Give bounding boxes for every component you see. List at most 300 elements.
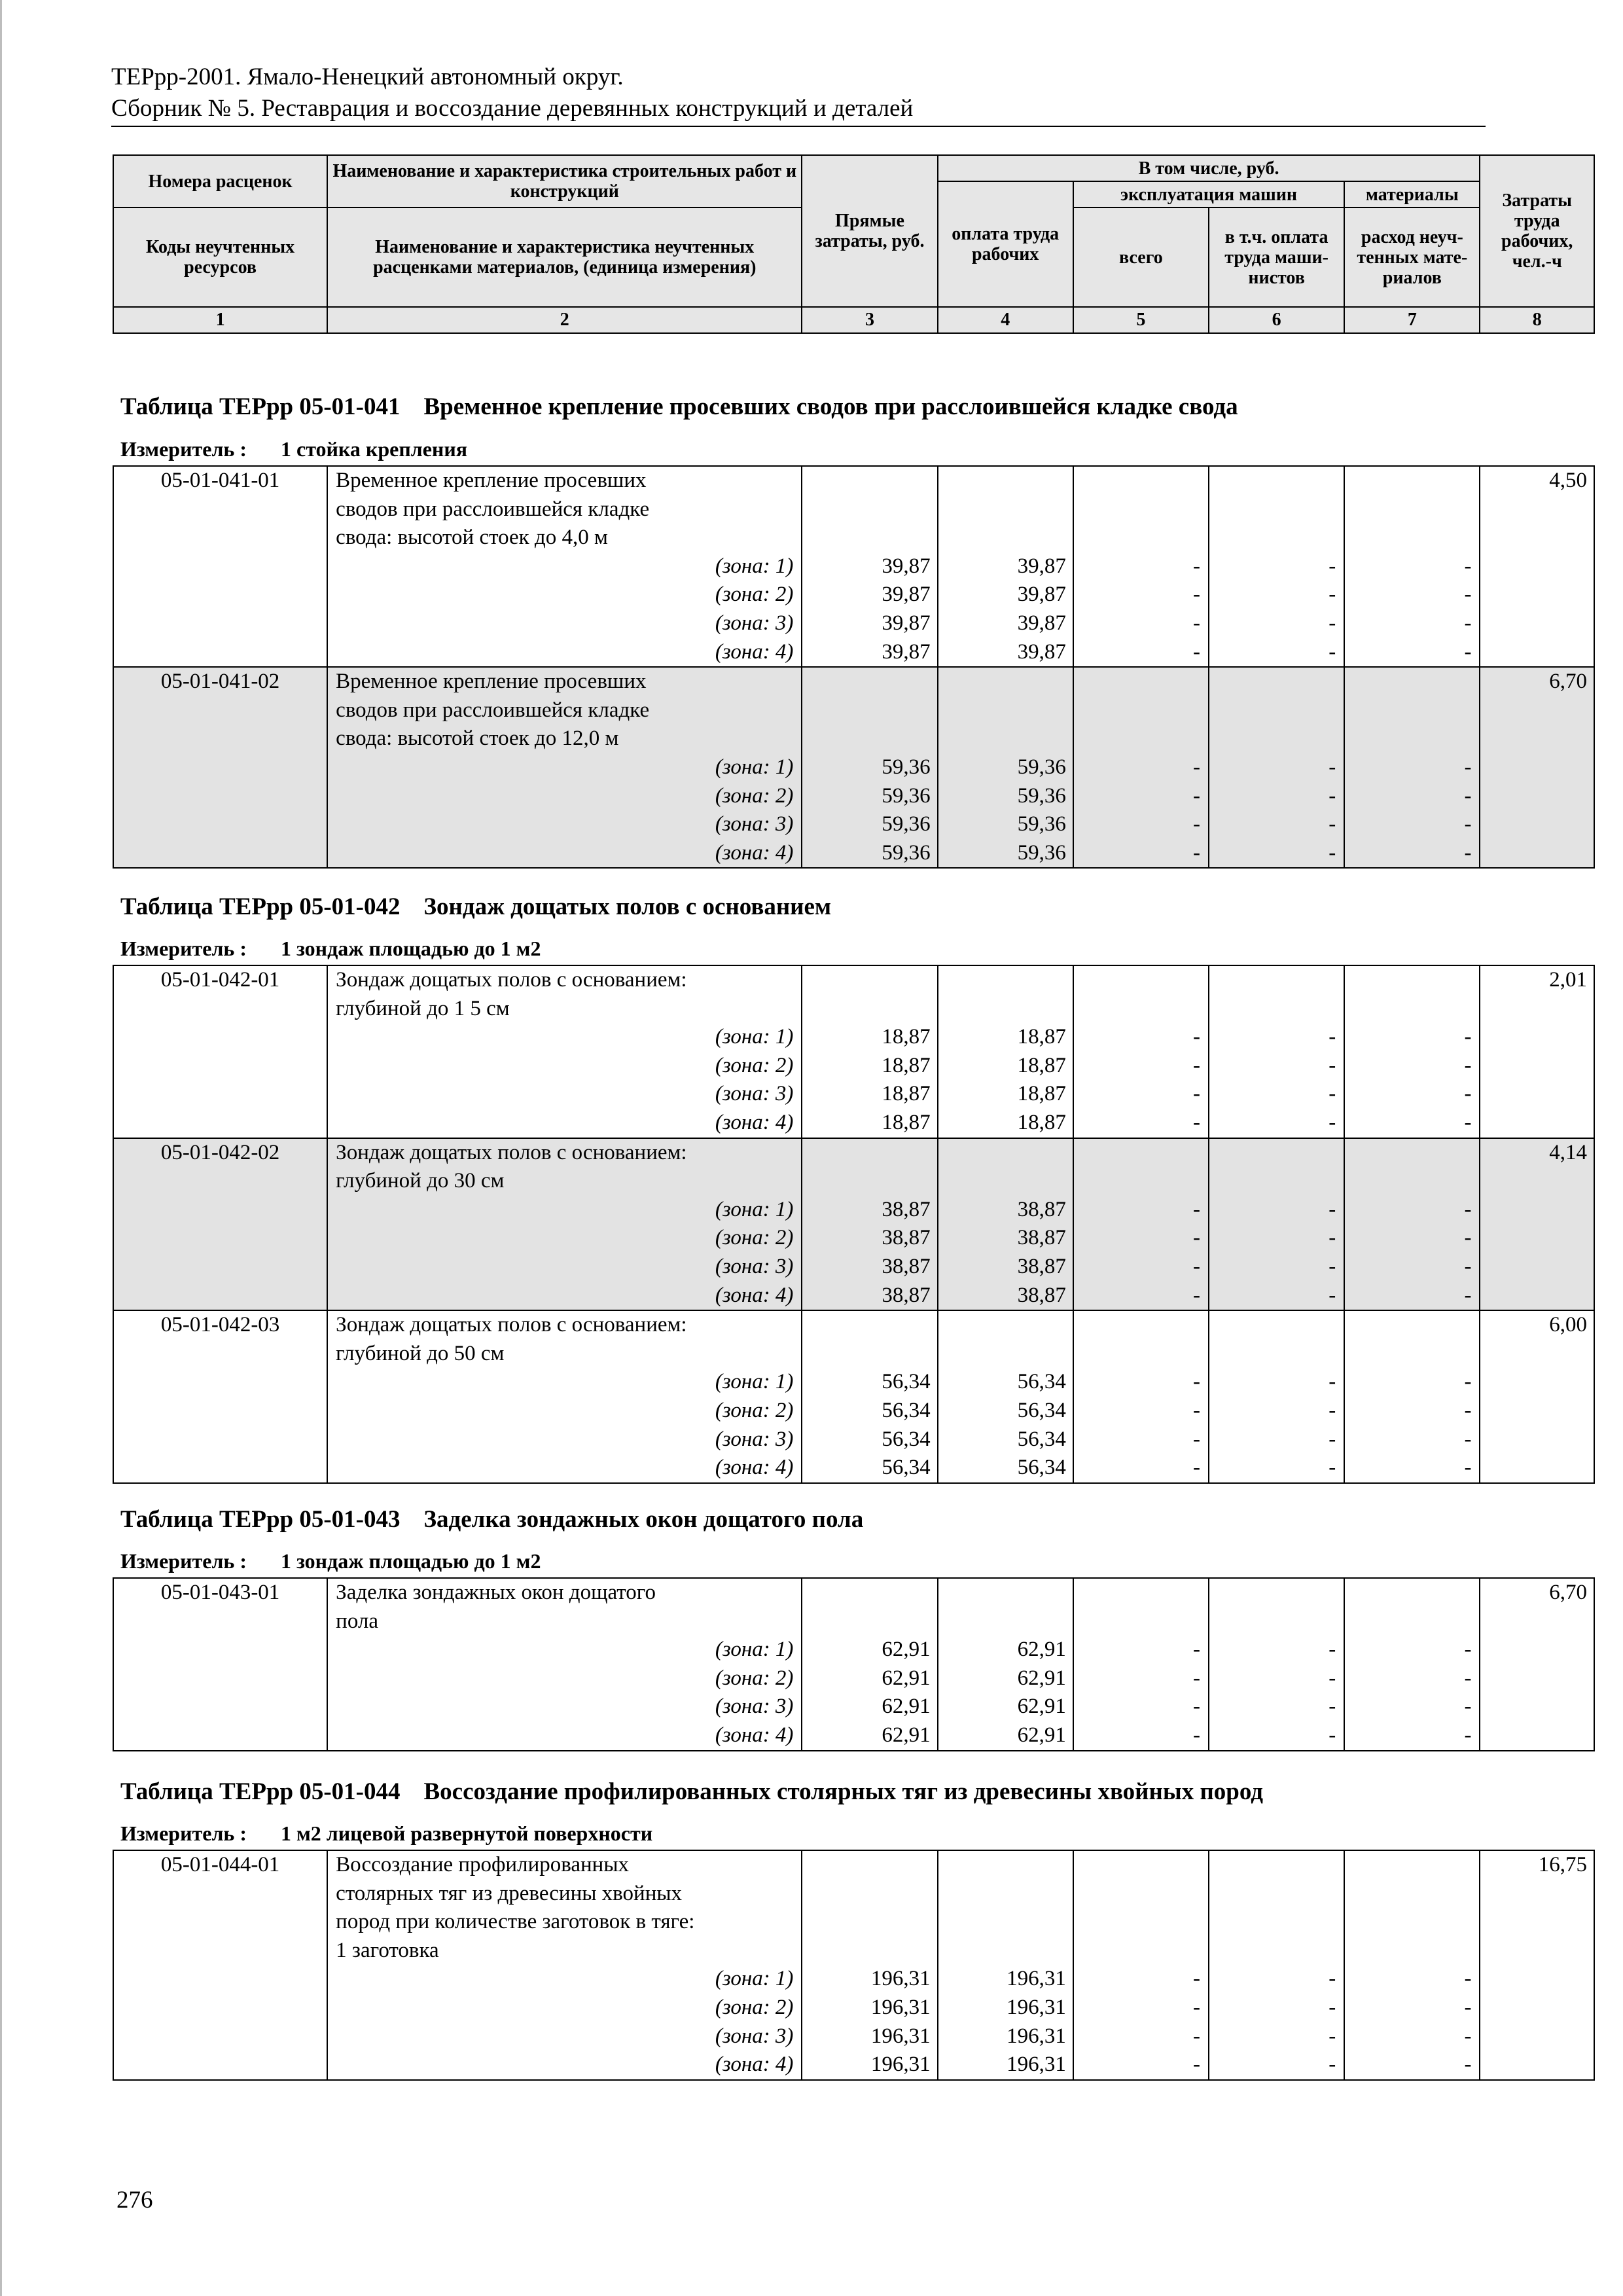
empty-cell — [802, 1310, 937, 1340]
labor-cost — [1480, 524, 1594, 552]
materials-value: - — [1344, 1397, 1480, 1426]
empty-cell — [802, 725, 937, 753]
worker-pay: 38,87 — [938, 1224, 1073, 1253]
machinist-pay: - — [1209, 1636, 1344, 1664]
materials-value: - — [1344, 1454, 1480, 1483]
rate-code: 05-01-044-01 — [113, 1850, 327, 1880]
col-number: 5 — [1073, 307, 1209, 333]
materials-value: - — [1344, 839, 1480, 869]
empty-cell — [1209, 1937, 1344, 1965]
empty-cell — [1480, 839, 1594, 869]
machinist-pay: - — [1209, 1052, 1344, 1081]
zone-row — [113, 1454, 1594, 1483]
zone-label: (зона: 3) — [327, 1253, 802, 1282]
table-name: Зондаж дощатых полов с основанием — [423, 893, 832, 920]
rate-description: Заделка зондажных окон дощатого — [327, 1578, 802, 1607]
direct-costs: 18,87 — [802, 1080, 937, 1109]
empty-cell — [113, 2022, 327, 2051]
empty-cell — [1073, 995, 1209, 1024]
measure-value: 1 м2 лицевой развернутой поверхности — [280, 1821, 653, 1845]
rate-code — [113, 995, 327, 1024]
labor-cost — [1480, 725, 1594, 753]
zone-row — [113, 552, 1594, 581]
zone-label: (зона: 3) — [327, 1693, 802, 1721]
empty-cell — [113, 1023, 327, 1052]
direct-costs: 56,34 — [802, 1368, 937, 1397]
rate-code — [113, 1340, 327, 1369]
direct-costs: 56,34 — [802, 1426, 937, 1454]
table-row — [113, 725, 1594, 753]
machine-total: - — [1073, 1636, 1209, 1664]
labor-cost — [1480, 1607, 1594, 1636]
machinist-pay: - — [1209, 1454, 1344, 1483]
empty-cell — [1073, 696, 1209, 725]
section-title — [120, 393, 1238, 422]
materials-value: - — [1344, 1368, 1480, 1397]
worker-pay: 59,36 — [938, 782, 1073, 811]
rate-description: глубиной до 50 см — [327, 1340, 802, 1369]
table-name: Заделка зондажных окон дощатого пола — [423, 1506, 864, 1533]
empty-cell — [1073, 1607, 1209, 1636]
empty-cell — [1209, 1850, 1344, 1880]
empty-cell — [1480, 1721, 1594, 1751]
zone-row — [113, 1721, 1594, 1751]
materials-value: - — [1344, 2051, 1480, 2080]
col-number: 4 — [938, 307, 1073, 333]
empty-cell — [1073, 1310, 1209, 1340]
materials-value: - — [1344, 810, 1480, 839]
machine-total: - — [1073, 1664, 1209, 1693]
empty-cell — [1344, 1340, 1480, 1369]
empty-cell — [802, 1607, 937, 1636]
col-rate-numbers: Номера расценок — [113, 155, 327, 207]
rate-code — [113, 1937, 327, 1965]
machine-total: - — [1073, 1454, 1209, 1483]
empty-cell — [1073, 1167, 1209, 1196]
worker-pay: 56,34 — [938, 1454, 1073, 1483]
empty-cell — [1209, 1908, 1344, 1937]
col-labor-cost: Затраты труда рабочих, чел.-ч — [1480, 155, 1594, 307]
machinist-pay: - — [1209, 1282, 1344, 1311]
zone-row — [113, 1196, 1594, 1225]
worker-pay: 39,87 — [938, 609, 1073, 638]
header-line-1: ТЕРрр-2001. Ямало-Ненецкий автономный округ. — [111, 63, 624, 90]
direct-costs: 196,31 — [802, 1965, 937, 1994]
zone-row — [113, 1253, 1594, 1282]
zone-label: (зона: 2) — [327, 1994, 802, 2022]
direct-costs: 62,91 — [802, 1721, 937, 1751]
empty-cell — [1480, 638, 1594, 668]
rate-code: 05-01-042-03 — [113, 1310, 327, 1340]
table-row — [113, 1908, 1594, 1937]
table-row — [113, 995, 1594, 1024]
zone-row — [113, 810, 1594, 839]
direct-costs: 18,87 — [802, 1109, 937, 1138]
empty-cell — [113, 638, 327, 668]
zone-row — [113, 1965, 1594, 1994]
zone-row — [113, 1023, 1594, 1052]
worker-pay: 62,91 — [938, 1693, 1073, 1721]
machine-total: - — [1073, 1196, 1209, 1225]
machinist-pay: - — [1209, 782, 1344, 811]
materials-value: - — [1344, 1253, 1480, 1282]
empty-cell — [938, 1578, 1073, 1607]
materials-value: - — [1344, 1636, 1480, 1664]
empty-cell — [1073, 1850, 1209, 1880]
empty-cell — [113, 1994, 327, 2022]
worker-pay: 18,87 — [938, 1023, 1073, 1052]
table-id: Таблица ТЕРрр 05-01-042 — [120, 893, 401, 920]
direct-costs: 39,87 — [802, 638, 937, 668]
machinist-pay: - — [1209, 1253, 1344, 1282]
col-total: всего — [1073, 207, 1209, 307]
empty-cell — [1073, 1908, 1209, 1937]
empty-cell — [113, 839, 327, 869]
section-measure — [120, 436, 467, 462]
measure-value: 1 зондаж площадью до 1 м2 — [280, 1549, 541, 1573]
materials-value: - — [1344, 1426, 1480, 1454]
col-unaccounted-materials: расход неуч-тенных мате-риалов — [1344, 207, 1480, 307]
zone-label: (зона: 1) — [327, 1196, 802, 1225]
empty-cell — [1209, 524, 1344, 552]
empty-cell — [802, 995, 937, 1024]
materials-value: - — [1344, 1282, 1480, 1311]
measure-label: Измеритель : — [120, 437, 247, 461]
zone-row — [113, 1994, 1594, 2022]
zone-label: (зона: 2) — [327, 1052, 802, 1081]
empty-cell — [1209, 995, 1344, 1024]
direct-costs: 59,36 — [802, 782, 937, 811]
materials-value: - — [1344, 1196, 1480, 1225]
col-worker-pay: оплата труда рабочих — [938, 181, 1073, 307]
empty-cell — [113, 753, 327, 782]
machinist-pay: - — [1209, 1109, 1344, 1138]
table-row — [113, 466, 1594, 495]
empty-cell — [1480, 581, 1594, 609]
rate-row-group — [113, 667, 1594, 868]
zone-row — [113, 1368, 1594, 1397]
empty-cell — [1480, 1664, 1594, 1693]
empty-cell — [938, 1310, 1073, 1340]
direct-costs: 38,87 — [802, 1253, 937, 1282]
machinist-pay: - — [1209, 2022, 1344, 2051]
machinist-pay: - — [1209, 753, 1344, 782]
empty-cell — [802, 1340, 937, 1369]
rate-description: Воссоздание профилированных — [327, 1850, 802, 1880]
empty-cell — [113, 581, 327, 609]
empty-cell — [1344, 995, 1480, 1024]
empty-cell — [1209, 495, 1344, 524]
worker-pay: 196,31 — [938, 1965, 1073, 1994]
empty-cell — [1480, 2022, 1594, 2051]
rate-code — [113, 1880, 327, 1909]
rate-description: глубиной до 1 5 см — [327, 995, 802, 1024]
materials-value: - — [1344, 782, 1480, 811]
machinist-pay: - — [1209, 552, 1344, 581]
direct-costs: 18,87 — [802, 1023, 937, 1052]
empty-cell — [1073, 1578, 1209, 1607]
rates-table — [113, 1850, 1595, 2081]
empty-cell — [1073, 1937, 1209, 1965]
worker-pay: 39,87 — [938, 552, 1073, 581]
empty-cell — [1480, 2051, 1594, 2080]
empty-cell — [938, 524, 1073, 552]
materials-value: - — [1344, 753, 1480, 782]
header-line-2: Сборник № 5. Реставрация и воссоздание деревянных конструкций и деталей — [111, 95, 914, 122]
worker-pay: 196,31 — [938, 2051, 1073, 2080]
empty-cell — [113, 1368, 327, 1397]
direct-costs: 59,36 — [802, 753, 937, 782]
zone-label: (зона: 3) — [327, 810, 802, 839]
empty-cell — [113, 1109, 327, 1138]
materials-value: - — [1344, 609, 1480, 638]
rates-table — [113, 465, 1595, 869]
empty-cell — [1480, 782, 1594, 811]
materials-value: - — [1344, 1994, 1480, 2022]
empty-cell — [113, 1080, 327, 1109]
empty-cell — [113, 1636, 327, 1664]
measure-value: 1 зондаж площадью до 1 м2 — [280, 937, 541, 960]
empty-cell — [1344, 1607, 1480, 1636]
empty-cell — [1073, 466, 1209, 495]
section-title — [120, 893, 831, 922]
zone-row — [113, 1080, 1594, 1109]
labor-cost — [1480, 995, 1594, 1024]
table-id: Таблица ТЕРрр 05-01-041 — [120, 393, 401, 420]
col-number: 6 — [1209, 307, 1344, 333]
direct-costs: 38,87 — [802, 1224, 937, 1253]
materials-value: - — [1344, 1052, 1480, 1081]
materials-value: - — [1344, 1023, 1480, 1052]
worker-pay: 62,91 — [938, 1721, 1073, 1751]
empty-cell — [1073, 725, 1209, 753]
empty-cell — [113, 609, 327, 638]
zone-label: (зона: 4) — [327, 1282, 802, 1311]
zone-row — [113, 1109, 1594, 1138]
labor-cost — [1480, 1167, 1594, 1196]
empty-cell — [938, 1138, 1073, 1168]
machinist-pay: - — [1209, 1397, 1344, 1426]
zone-label: (зона: 3) — [327, 609, 802, 638]
machinist-pay: - — [1209, 1080, 1344, 1109]
empty-cell — [113, 1664, 327, 1693]
direct-costs: 62,91 — [802, 1664, 937, 1693]
rate-description: свода: высотой стоек до 4,0 м — [327, 524, 802, 552]
direct-costs: 38,87 — [802, 1196, 937, 1225]
labor-cost: 16,75 — [1480, 1850, 1594, 1880]
machine-total: - — [1073, 1224, 1209, 1253]
machine-total: - — [1073, 1023, 1209, 1052]
empty-cell — [113, 1397, 327, 1426]
rate-description: свода: высотой стоек до 12,0 м — [327, 725, 802, 753]
direct-costs: 196,31 — [802, 1994, 937, 2022]
section-measure — [120, 1548, 541, 1574]
empty-cell — [1209, 466, 1344, 495]
empty-cell — [802, 1908, 937, 1937]
machine-total: - — [1073, 839, 1209, 869]
empty-cell — [1209, 1310, 1344, 1340]
zone-row — [113, 1426, 1594, 1454]
rate-description: Временное крепление просевших — [327, 667, 802, 696]
materials-value: - — [1344, 2022, 1480, 2051]
empty-cell — [113, 810, 327, 839]
labor-cost — [1480, 1937, 1594, 1965]
empty-cell — [113, 1196, 327, 1225]
zone-row — [113, 1664, 1594, 1693]
empty-cell — [802, 495, 937, 524]
empty-cell — [1480, 753, 1594, 782]
empty-cell — [938, 1167, 1073, 1196]
labor-cost — [1480, 495, 1594, 524]
header-rule — [111, 126, 1486, 127]
zone-label: (зона: 1) — [327, 552, 802, 581]
zone-row — [113, 782, 1594, 811]
empty-cell — [938, 1937, 1073, 1965]
rate-description: пород при количестве заготовок в тяге: — [327, 1908, 802, 1937]
rate-code — [113, 696, 327, 725]
zone-label: (зона: 1) — [327, 753, 802, 782]
rates-table — [113, 965, 1595, 1484]
empty-cell — [1073, 965, 1209, 995]
empty-cell — [1209, 1578, 1344, 1607]
empty-cell — [1344, 1937, 1480, 1965]
empty-cell — [113, 2051, 327, 2080]
page-edge — [0, 0, 2, 2296]
table-row — [113, 524, 1594, 552]
machinist-pay: - — [1209, 581, 1344, 609]
zone-label: (зона: 3) — [327, 1080, 802, 1109]
machinist-pay: - — [1209, 1426, 1344, 1454]
table-row — [113, 667, 1594, 696]
direct-costs: 39,87 — [802, 609, 937, 638]
col-materials: материалы — [1344, 181, 1480, 207]
section-measure — [120, 1820, 652, 1846]
empty-cell — [1480, 1693, 1594, 1721]
empty-cell — [1344, 725, 1480, 753]
table-row — [113, 1138, 1594, 1168]
rate-code: 05-01-041-01 — [113, 466, 327, 495]
direct-costs: 196,31 — [802, 2051, 937, 2080]
rate-code — [113, 725, 327, 753]
zone-row — [113, 1397, 1594, 1426]
empty-cell — [1073, 524, 1209, 552]
machinist-pay: - — [1209, 810, 1344, 839]
machine-total: - — [1073, 552, 1209, 581]
machine-total: - — [1073, 2051, 1209, 2080]
zone-row — [113, 1693, 1594, 1721]
worker-pay: 38,87 — [938, 1282, 1073, 1311]
empty-cell — [1480, 1368, 1594, 1397]
zone-label: (зона: 4) — [327, 1454, 802, 1483]
machinist-pay: - — [1209, 638, 1344, 668]
empty-cell — [1480, 1454, 1594, 1483]
labor-cost: 4,50 — [1480, 466, 1594, 495]
empty-cell — [1480, 1994, 1594, 2022]
section-title — [120, 1505, 863, 1534]
zone-label: (зона: 2) — [327, 581, 802, 609]
machinist-pay: - — [1209, 839, 1344, 869]
col-number: 7 — [1344, 307, 1480, 333]
empty-cell — [1209, 1167, 1344, 1196]
table-id: Таблица ТЕРрр 05-01-044 — [120, 1778, 401, 1805]
empty-cell — [1480, 1196, 1594, 1225]
empty-cell — [113, 1721, 327, 1751]
worker-pay: 39,87 — [938, 638, 1073, 668]
direct-costs: 59,36 — [802, 839, 937, 869]
rate-description: глубиной до 30 см — [327, 1167, 802, 1196]
zone-label: (зона: 4) — [327, 2051, 802, 2080]
labor-cost: 2,01 — [1480, 965, 1594, 995]
zone-row — [113, 1052, 1594, 1081]
rate-code — [113, 1167, 327, 1196]
worker-pay: 38,87 — [938, 1196, 1073, 1225]
zone-row — [113, 2022, 1594, 2051]
materials-value: - — [1344, 552, 1480, 581]
empty-cell — [938, 725, 1073, 753]
table-row — [113, 1167, 1594, 1196]
zone-label: (зона: 2) — [327, 782, 802, 811]
direct-costs: 59,36 — [802, 810, 937, 839]
rate-description: сводов при расслоившейся кладке — [327, 495, 802, 524]
worker-pay: 56,34 — [938, 1368, 1073, 1397]
empty-cell — [113, 1052, 327, 1081]
worker-pay: 39,87 — [938, 581, 1073, 609]
machinist-pay: - — [1209, 2051, 1344, 2080]
rate-code — [113, 1908, 327, 1937]
zone-label: (зона: 3) — [327, 1426, 802, 1454]
worker-pay: 59,36 — [938, 839, 1073, 869]
machine-total: - — [1073, 1052, 1209, 1081]
labor-cost: 4,14 — [1480, 1138, 1594, 1168]
col-number: 1 — [113, 307, 327, 333]
machine-total: - — [1073, 609, 1209, 638]
zone-row — [113, 839, 1594, 869]
machine-total: - — [1073, 1693, 1209, 1721]
machinist-pay: - — [1209, 1965, 1344, 1994]
empty-cell — [1344, 667, 1480, 696]
direct-costs: 62,91 — [802, 1636, 937, 1664]
empty-cell — [1480, 1253, 1594, 1282]
rate-description: Зондаж дощатых полов с основанием: — [327, 965, 802, 995]
machinist-pay: - — [1209, 1721, 1344, 1751]
empty-cell — [802, 1578, 937, 1607]
column-header-table — [113, 154, 1595, 334]
empty-cell — [938, 1880, 1073, 1909]
direct-costs: 62,91 — [802, 1693, 937, 1721]
empty-cell — [1344, 1167, 1480, 1196]
empty-cell — [1480, 810, 1594, 839]
table-id: Таблица ТЕРрр 05-01-043 — [120, 1506, 401, 1533]
empty-cell — [113, 552, 327, 581]
empty-cell — [1344, 1138, 1480, 1168]
rate-description: пола — [327, 1607, 802, 1636]
rate-code: 05-01-041-02 — [113, 667, 327, 696]
section-title — [120, 1778, 1263, 1806]
empty-cell — [938, 965, 1073, 995]
rate-description: столярных тяг из древесины хвойных — [327, 1880, 802, 1909]
machine-total: - — [1073, 810, 1209, 839]
worker-pay: 56,34 — [938, 1426, 1073, 1454]
empty-cell — [1209, 696, 1344, 725]
machine-total: - — [1073, 782, 1209, 811]
materials-value: - — [1344, 1224, 1480, 1253]
rate-description: Временное крепление просевших — [327, 466, 802, 495]
col-including: В том числе, руб. — [938, 155, 1480, 181]
labor-cost — [1480, 1880, 1594, 1909]
col-resource-codes: Коды неучтенных ресурсов — [113, 207, 327, 307]
empty-cell — [1480, 1397, 1594, 1426]
worker-pay: 196,31 — [938, 2022, 1073, 2051]
